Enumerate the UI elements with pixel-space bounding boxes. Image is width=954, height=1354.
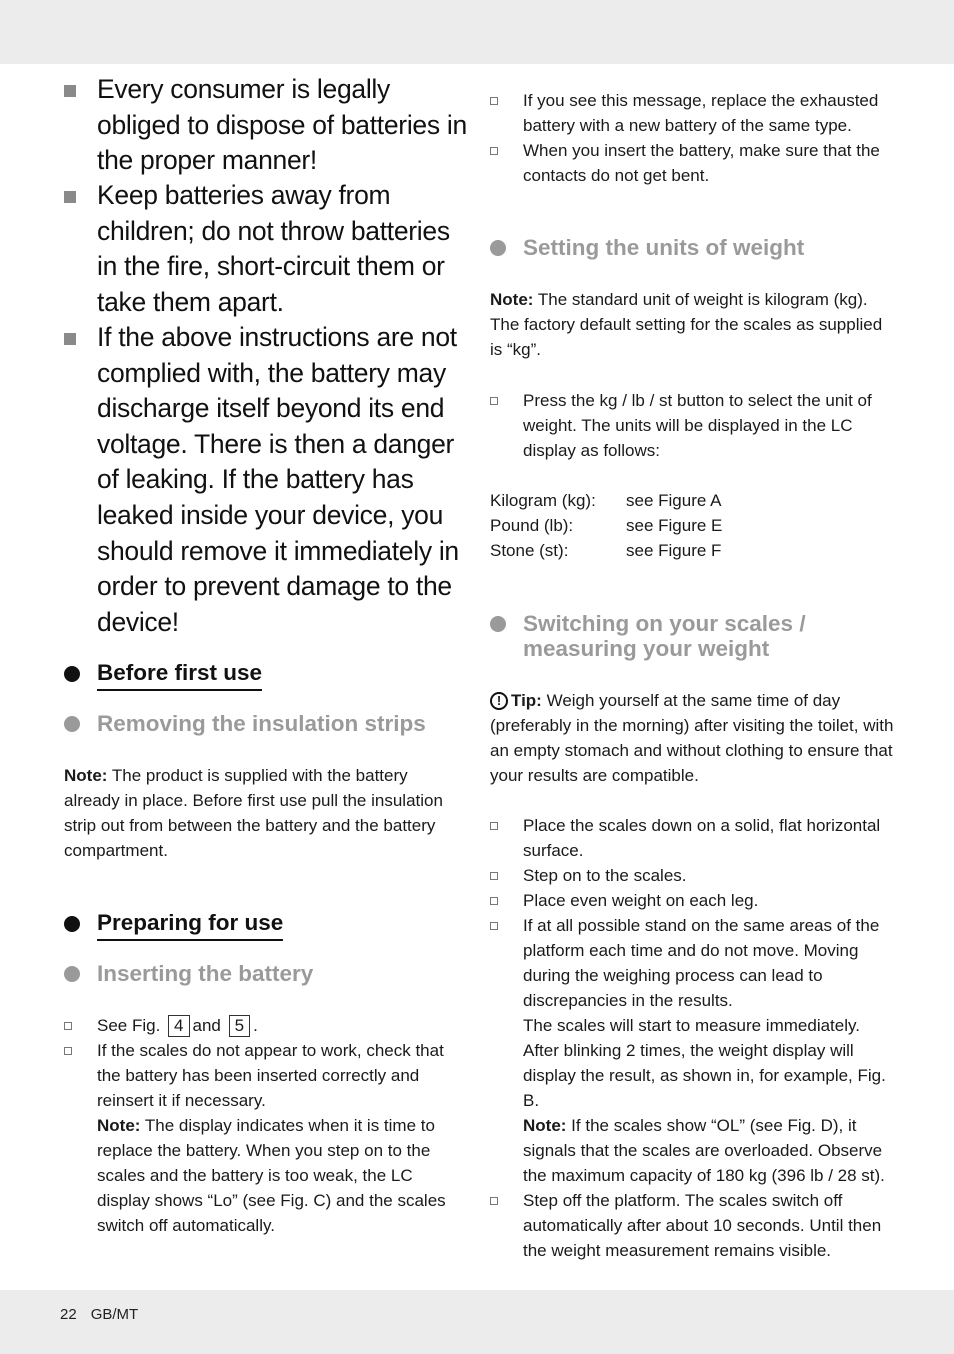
tip-label: Tip:: [511, 691, 542, 710]
heading-switching-line2: measuring your weight: [523, 636, 770, 661]
exclamation-icon: !: [490, 692, 508, 710]
note-text: The product is supplied with the battery already in place. Before first use pull the insulation strip out from between the battery and the battery compartment.: [64, 766, 443, 860]
unit-name: Stone (st):: [490, 541, 569, 560]
list-item-text: If at all possible stand on the same areas of the platform each time and do not move. Moving during the weighing process can lead to discrepancies in the results. The scales will start to measure immediately. After blinking 2 times, the weight display will display the result, as shown in, for example, Fig. B. Note: If the scales show “OL” (see Fig. D), it signals that the scales are overloaded. Observe the maximum capacity of 180 kg (396 lb / 28 st).: [523, 913, 895, 1188]
unit-figure: see Figure F: [626, 541, 722, 560]
list-item-text: Step on to the scales.: [523, 866, 687, 885]
bullet-dot-icon: [64, 666, 80, 682]
note-label: Note:: [523, 1116, 567, 1135]
note-paragraph: [490, 287, 894, 362]
unit-figure: see Figure E: [626, 516, 723, 535]
heading-removing-insulation: Removing the insulation strips: [97, 711, 426, 736]
unit-row: [490, 513, 894, 538]
warning-text: Keep batteries away from children; do not throw batteries in the fire, short-circuit them or take them apart.: [97, 180, 450, 317]
unit-name: Pound (lb):: [490, 516, 574, 535]
unit-name: Kilogram (kg):: [490, 491, 596, 510]
note-text: The standard unit of weight is kilogram (kg). The factory default setting for the scales as supplied is “kg”.: [490, 290, 883, 359]
list-item-text: Place the scales down on a solid, flat horizontal surface.: [523, 816, 881, 860]
heading-before-first-use: Before first use: [97, 659, 262, 691]
bullet-dot-icon: [64, 916, 80, 932]
checkbox-bullet-icon: [64, 1022, 72, 1030]
tip-text: Weigh yourself at the same time of day (preferably in the morning) after visiting the toilet, with an empty stomach and without clothing to ensure that your results are compatible.: [490, 691, 894, 785]
checkbox-bullet-icon: [490, 822, 498, 830]
heading-setting-units: Setting the units of weight: [523, 235, 805, 260]
unit-row: [490, 488, 894, 513]
bullet-dot-icon: [490, 240, 506, 256]
list-item-text: If you see this message, replace the exhausted battery with a new battery of the same type.: [523, 91, 879, 135]
unit-figure: see Figure A: [626, 491, 722, 510]
note-paragraph: [64, 763, 464, 863]
bullet-dot-icon: [64, 716, 80, 732]
square-bullet-icon: [64, 85, 76, 97]
bullet-dot-icon: [64, 966, 80, 982]
checkbox-bullet-icon: [490, 897, 498, 905]
square-bullet-icon: [64, 191, 76, 203]
note-label: Note:: [490, 290, 534, 309]
note-label: Note:: [64, 766, 108, 785]
list-item-text: Press the kg / lb / st button to select the unit of weight. The units will be displayed in the LC display as follows:: [523, 391, 872, 460]
checkbox-bullet-icon: [490, 397, 498, 405]
bullet-dot-icon: [490, 616, 506, 632]
heading-preparing-for-use: Preparing for use: [97, 909, 283, 941]
checkbox-bullet-icon: [490, 147, 498, 155]
note-label: Note:: [97, 1116, 141, 1135]
list-item-text: If the scales do not appear to work, check that the battery has been inserted correctly and reinsert it if necessary. Note: The display indicates when it is time to replace the battery. When you step on to the scales and the battery is too weak, the LC display shows “Lo” (see Fig. C) and the scales switch off automatically.: [97, 1041, 446, 1235]
heading-switching-line1: Switching on your scales /: [523, 611, 806, 636]
list-item-text: When you insert the battery, make sure that the contacts do not get bent.: [523, 141, 880, 185]
sub-heading: [490, 611, 894, 663]
square-bullet-icon: [64, 333, 76, 345]
heading-inserting-battery: Inserting the battery: [97, 961, 314, 986]
locale-code: GB/MT: [90, 1306, 139, 1323]
page-number: 22: [60, 1306, 77, 1323]
tip-paragraph: [490, 688, 894, 788]
checkbox-bullet-icon: [490, 872, 498, 880]
figure-reference: 4: [168, 1015, 189, 1037]
checkbox-bullet-icon: [64, 1047, 72, 1055]
page-footer: [60, 1306, 152, 1323]
unit-row: [490, 538, 894, 563]
list-item-text: See Fig. 4 and 5 .: [97, 1016, 258, 1035]
list-item-text: Place even weight on each leg.: [523, 891, 759, 910]
measure-text: The scales will start to measure immediately. After blinking 2 times, the weight display will display the result, as shown in, for example, Fig. B.: [523, 1016, 886, 1110]
checkbox-bullet-icon: [490, 922, 498, 930]
list-item-text: Step off the platform. The scales switch off automatically after about 10 seconds. Until then the weight measurement remains visible.: [523, 1191, 882, 1260]
header-band: [0, 0, 954, 64]
warning-text: If the above instructions are not complied with, the battery may discharge itself beyond its end voltage. There is then a danger of leaking. If the battery has leaked inside your device, you should remove it immediately in order to prevent damage to the device!: [97, 322, 459, 637]
warning-text: Every consumer is legally obliged to dispose of batteries in the proper manner!: [97, 74, 467, 176]
checkbox-bullet-icon: [490, 1197, 498, 1205]
figure-reference: 5: [229, 1015, 250, 1037]
checkbox-bullet-icon: [490, 97, 498, 105]
